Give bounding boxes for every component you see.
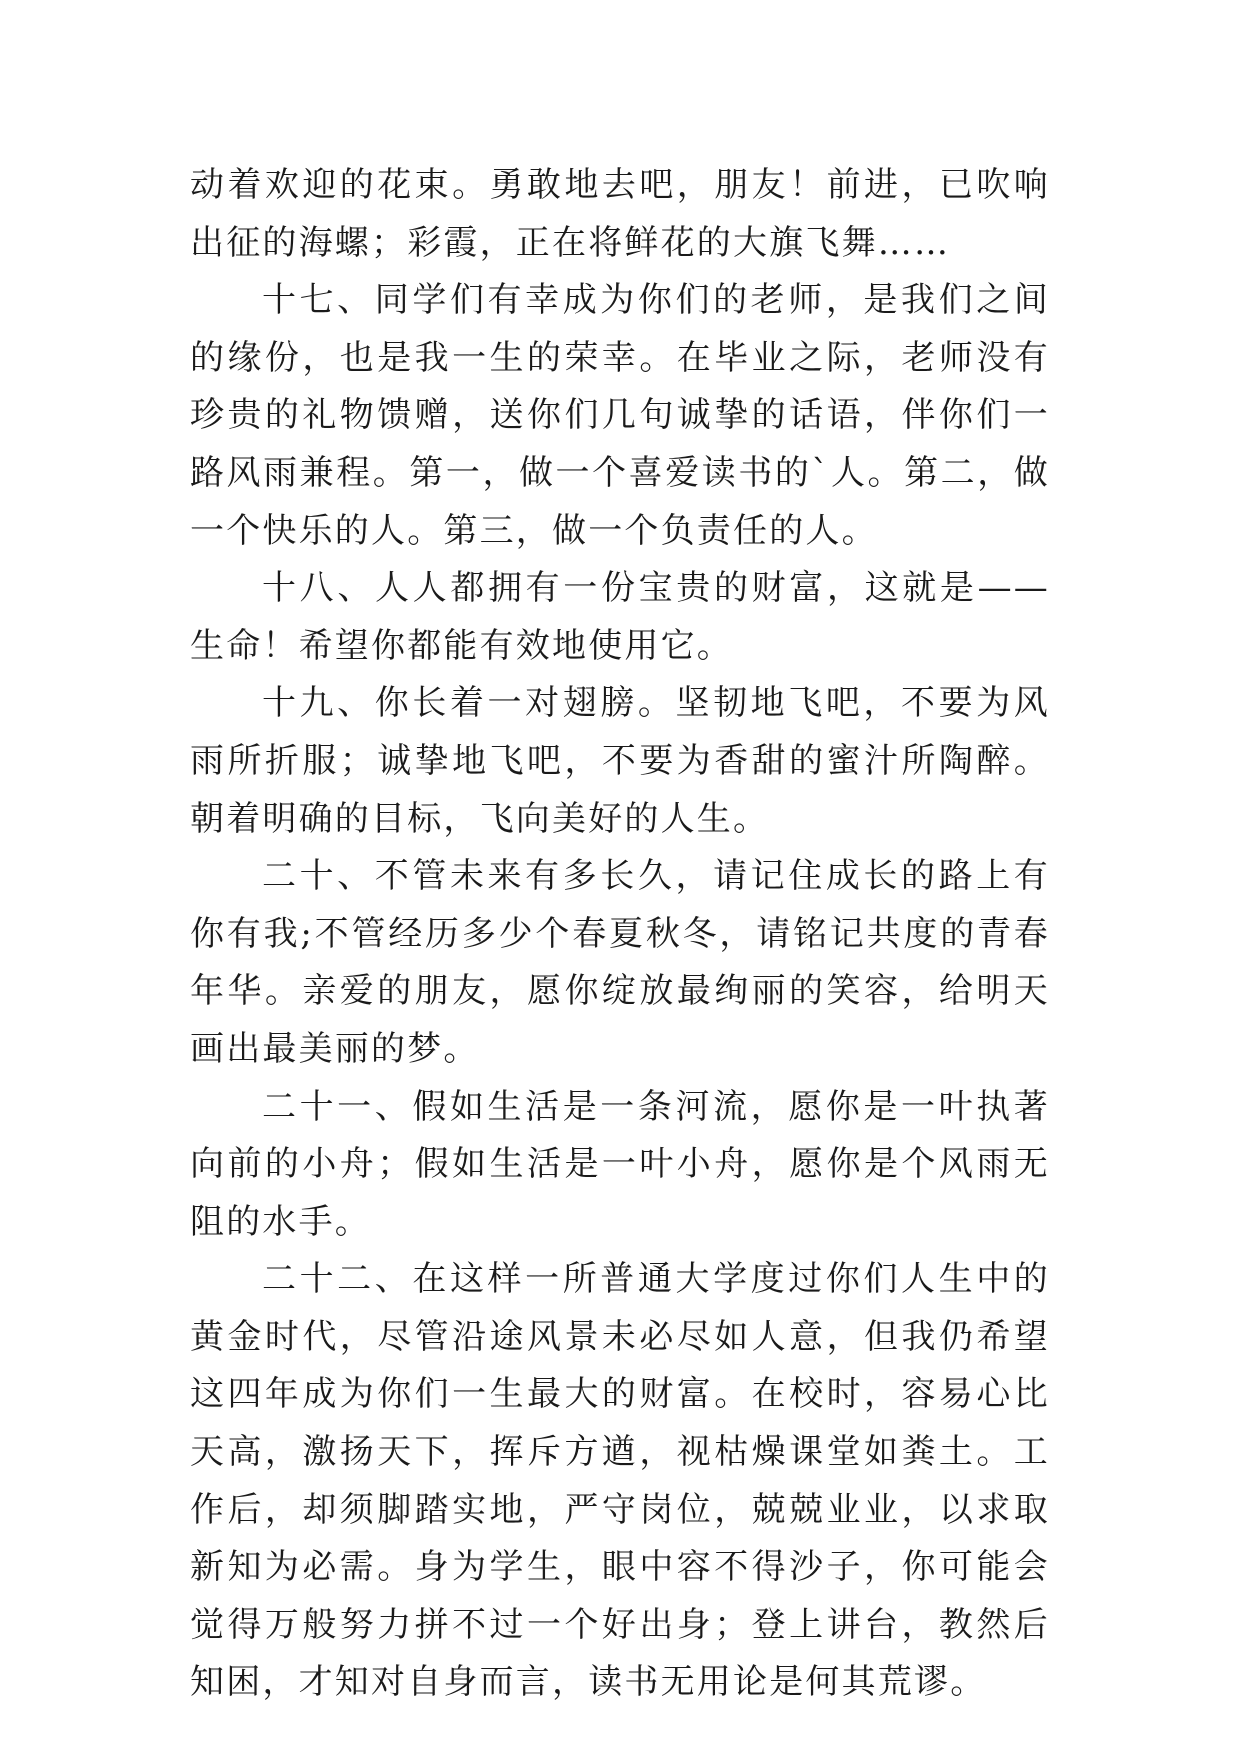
paragraph-18: 十八、人人都拥有一份宝贵的财富，这就是——生命！希望你都能有效地使用它。 xyxy=(190,568,1050,666)
paragraph-21: 二十一、假如生活是一条河流，愿你是一叶执著向前的小舟；假如生活是一叶小舟，愿你是个风雨无阻的水手。 xyxy=(190,1086,1050,1242)
paragraph-20: 二十、不管未来有多长久，请记住成长的路上有你有我;不管经历多少个春夏秋冬，请铭记共度的青春年华。亲爱的朋友，愿你绽放最绚丽的笑容，给明天画出最美丽的梦。 xyxy=(190,856,1050,1069)
paragraph-17: 十七、同学们有幸成为你们的老师，是我们之间的缘份，也是我一生的荣幸。在毕业之际，老师没有珍贵的礼物馈赠，送你们几句诚挚的话语，伴你们一路风雨兼程。第一，做一个喜爱读书的`人。第二，做一个快乐的人。第三，做一个负责任的人。 xyxy=(190,280,1050,551)
paragraph-continuation: 动着欢迎的花束。勇敢地去吧，朋友！前进，已吹响出征的海螺；彩霞，正在将鲜花的大旗飞舞…… xyxy=(190,165,1050,263)
paragraph-22: 二十二、在这样一所普通大学度过你们人生中的黄金时代，尽管沿途风景未必尽如人意，但我仍希望这四年成为你们一生最大的财富。在校时，容易心比天高，激扬天下，挥斥方遒，视枯燥课堂如粪土。工作后，却须脚踏实地，严守岗位，兢兢业业，以求取新知为必需。身为学生，眼中容不得沙子，你可能会觉得万般努力拼不过一个好出身；登上讲台，教然后知困，才知对自身而言，读书无用论是何其荒谬。 xyxy=(190,1259,1050,1703)
paragraph-19: 十九、你长着一对翅膀。坚韧地飞吧，不要为风雨所折服；诚挚地飞吧，不要为香甜的蜜汁所陶醉。朝着明确的目标，飞向美好的人生。 xyxy=(190,683,1050,839)
body-text xyxy=(190,157,1050,1712)
